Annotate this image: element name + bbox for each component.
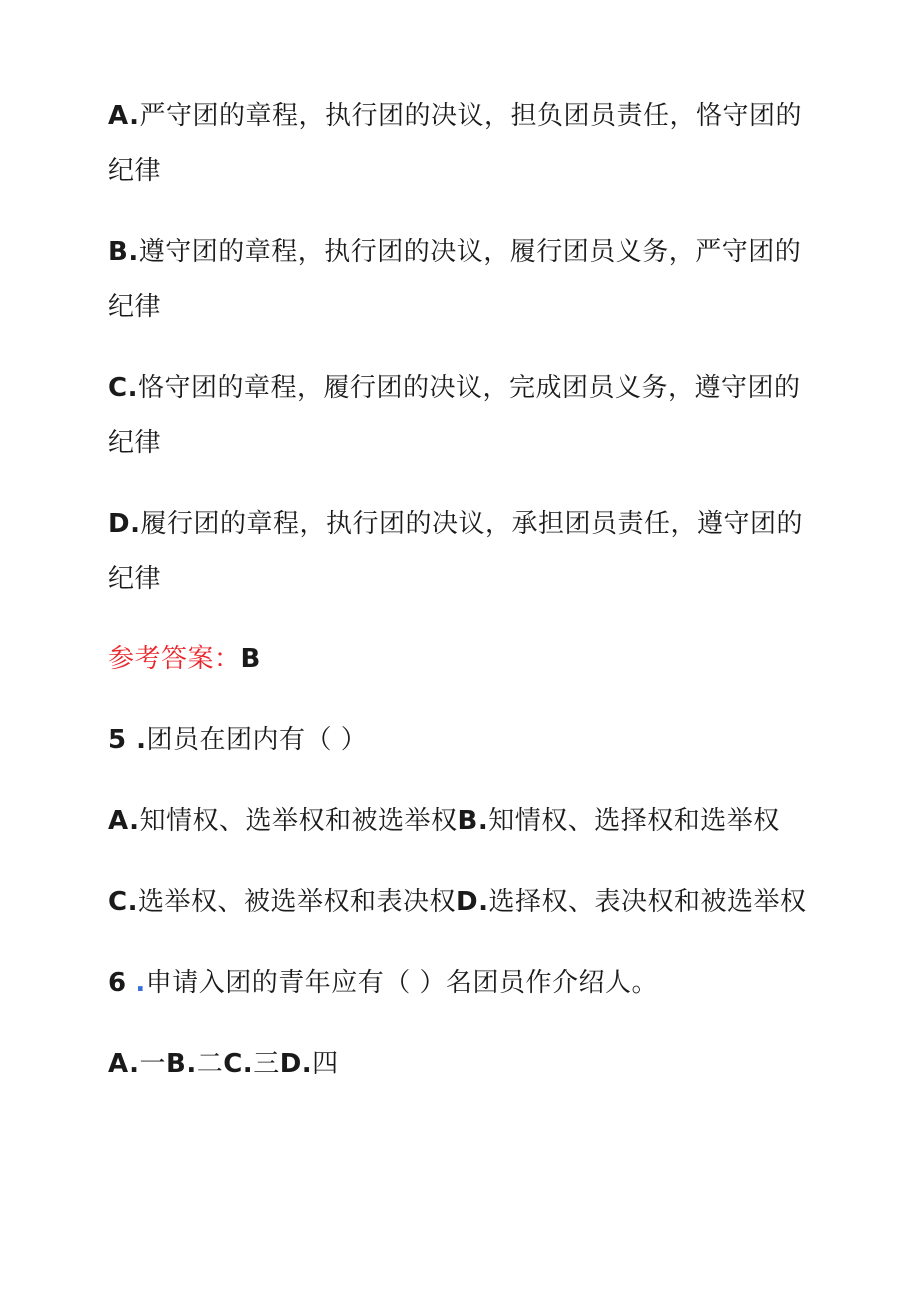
option-letter: C. [223, 1049, 254, 1079]
option-c-line-2: 纪律 [108, 428, 162, 458]
option-letter: B. [108, 237, 139, 267]
option-text: 履行团的章程，执行团的决议，承担团员责任，遵守团的 [140, 509, 803, 539]
question-5-options-row-2 [108, 885, 806, 919]
option-text: 选择权、表决权和被选举权 [488, 887, 807, 917]
option-text: 二 [196, 1049, 224, 1079]
question-6-options [108, 1047, 339, 1081]
question-text: 申请入团的青年应有（ ）名团员作介绍人。 [145, 968, 659, 998]
option-a-line-2: 纪律 [108, 156, 162, 186]
option-letter: B. [457, 806, 489, 836]
option-letter: D. [108, 509, 141, 539]
option-d-line-1 [108, 507, 803, 541]
option-text: 三 [253, 1049, 280, 1079]
option-letter: A. [108, 806, 140, 836]
option-b-line-1 [108, 235, 801, 269]
option-text: 严守团的章程，执行团的决议，担负团员责任，恪守团的 [139, 101, 802, 131]
option-d-line-2: 纪律 [108, 564, 162, 594]
option-c-line-1 [108, 371, 800, 405]
answer-value: B [240, 644, 261, 674]
option-text: 选举权、被选举权和表决权 [137, 887, 456, 917]
question-5-options-row-1 [108, 804, 780, 838]
option-letter: A. [108, 1049, 140, 1079]
option-letter: A. [108, 101, 140, 131]
question-number: 6 [108, 968, 127, 998]
option-letter: C. [108, 887, 138, 917]
option-text: 四 [312, 1049, 339, 1079]
option-a-line-1 [108, 99, 802, 133]
reference-answer [108, 642, 261, 676]
option-text: 一 [139, 1049, 166, 1079]
option-letter: D. [279, 1049, 313, 1079]
question-dot: . [135, 968, 146, 998]
question-number: 5 . [108, 725, 147, 755]
option-text: 恪守团的章程，履行团的决议，完成团员义务，遵守团的 [137, 373, 801, 403]
question-5 [108, 723, 367, 757]
option-letter: D. [455, 887, 489, 917]
option-b-line-2: 纪律 [108, 292, 162, 322]
option-letter: B. [166, 1049, 197, 1079]
question-6 [108, 966, 658, 1000]
answer-label: 参考答案： [108, 644, 241, 674]
option-text: 知情权、选择权和选举权 [488, 806, 780, 836]
option-text: 遵守团的章程，执行团的决议，履行团员义务，严守团的 [138, 237, 802, 267]
question-text: 团员在团内有（ ） [146, 725, 368, 755]
option-letter: C. [108, 373, 138, 403]
option-text: 知情权、选举权和被选举权 [139, 806, 458, 836]
